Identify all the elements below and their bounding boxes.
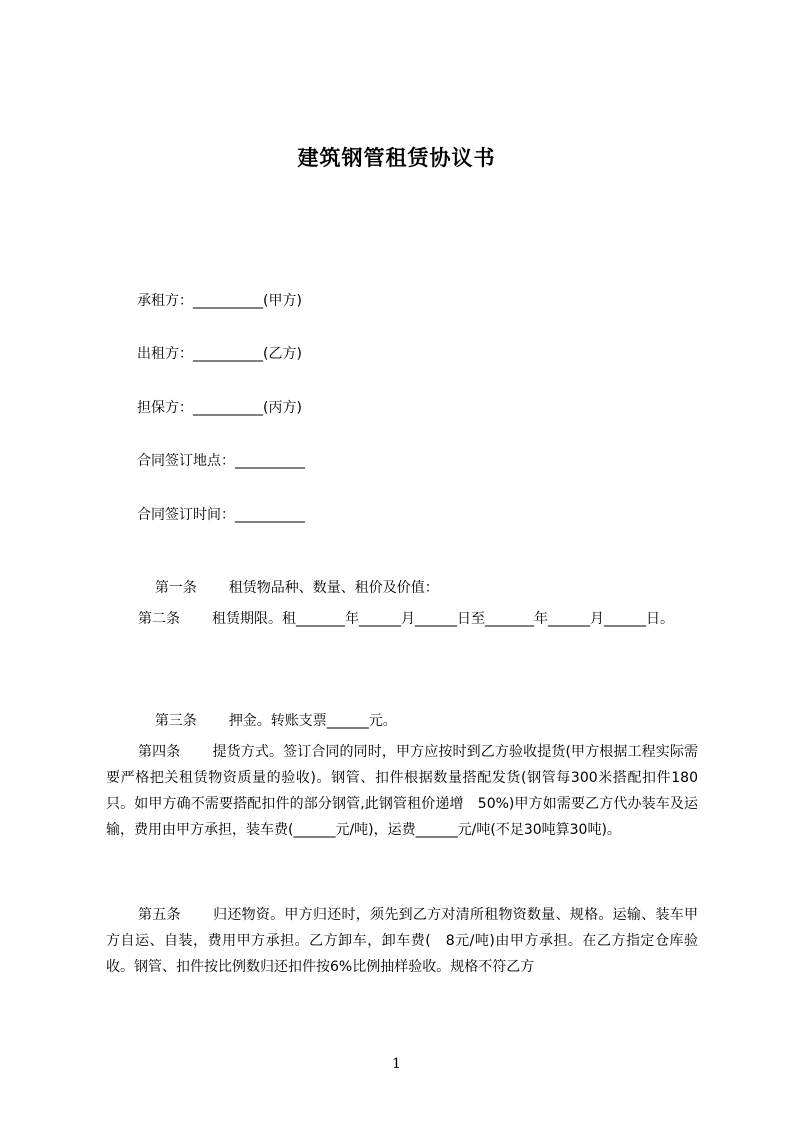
article-5-text: 归还物资。甲方归还时，须先到乙方对清所租物资数量、规格。运输、装车甲方自运、自装，费用甲方承担。乙方卸车，卸车费( 8元/吨)由甲方承担。在乙方指定仓库验收。钢管、扣件按比例数归还扣件按6%比例抽样验收。规格不符乙方 — [106, 907, 698, 975]
article-1-heading: 第一条 — [154, 580, 197, 596]
article-3-text: 押金。转账支票______元。 — [228, 713, 397, 729]
article-1-text: 租赁物品种、数量、租价及价值： — [228, 580, 439, 596]
lessee-line: 承租方：__________(甲方) — [137, 293, 302, 309]
guarantor-line: 担保方：__________(丙方) — [137, 400, 302, 416]
document-title: 建筑钢管租赁协议书 — [297, 146, 496, 170]
article-4-heading: 第四条 — [138, 744, 181, 760]
article-2-heading: 第二条 — [138, 611, 180, 627]
lessor-line: 出租方：__________(乙方) — [137, 346, 302, 362]
article-4-text: 提货方式。签订合同的同时，甲方应按时到乙方验收提货(甲方根据工程实际需要严格把关租赁物资质量的验收)。钢管、扣件根据数量搭配发货(钢管每300米搭配扣件180只。如甲方确不需要搭配扣件的部分钢管,此钢管租价递增 50%)甲方如需要乙方代办装车及运输，费用由甲方承担，装车费(______元/吨)，运费______元/吨(不足30吨算30吨)。 — [106, 744, 698, 838]
article-3-heading: 第三条 — [154, 713, 197, 729]
article-2-text: 租赁期限。租_______年______月______日至_______年______月______日。 — [212, 611, 674, 627]
sign-place-line: 合同签订地点：__________ — [137, 453, 305, 469]
article-5 — [106, 902, 698, 980]
page-number: 1 — [392, 1056, 401, 1072]
article-2 — [106, 606, 698, 632]
article-5-heading: 第五条 — [138, 907, 181, 923]
sign-time-line: 合同签订时间：__________ — [137, 507, 305, 523]
article-4 — [106, 739, 698, 843]
